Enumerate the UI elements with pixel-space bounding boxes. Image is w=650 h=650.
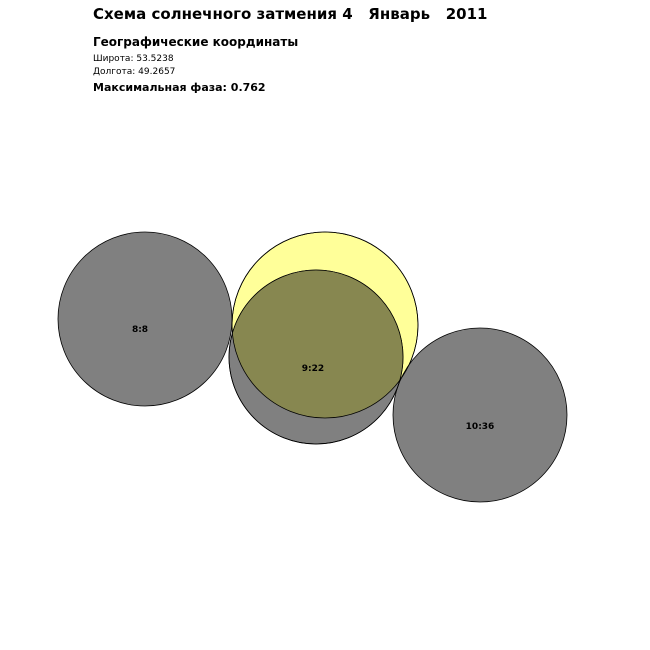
page-title: Схема солнечного затмения 4 Январь 2011: [93, 5, 488, 23]
moon-disk-3: [393, 328, 567, 502]
moon-disk-1: [58, 232, 232, 406]
coordinates-heading: Географические координаты: [93, 35, 299, 49]
latitude-value: Широта: 53.5238: [93, 54, 174, 64]
moon-time-label-2: 9:22: [301, 364, 325, 374]
longitude-value: Долгота: 49.2657: [93, 67, 176, 77]
max-phase-value: Максимальная фаза: 0.762: [93, 81, 266, 94]
moon-time-label-3: 10:36: [465, 422, 495, 432]
moon-time-label-1: 8:8: [131, 325, 149, 335]
